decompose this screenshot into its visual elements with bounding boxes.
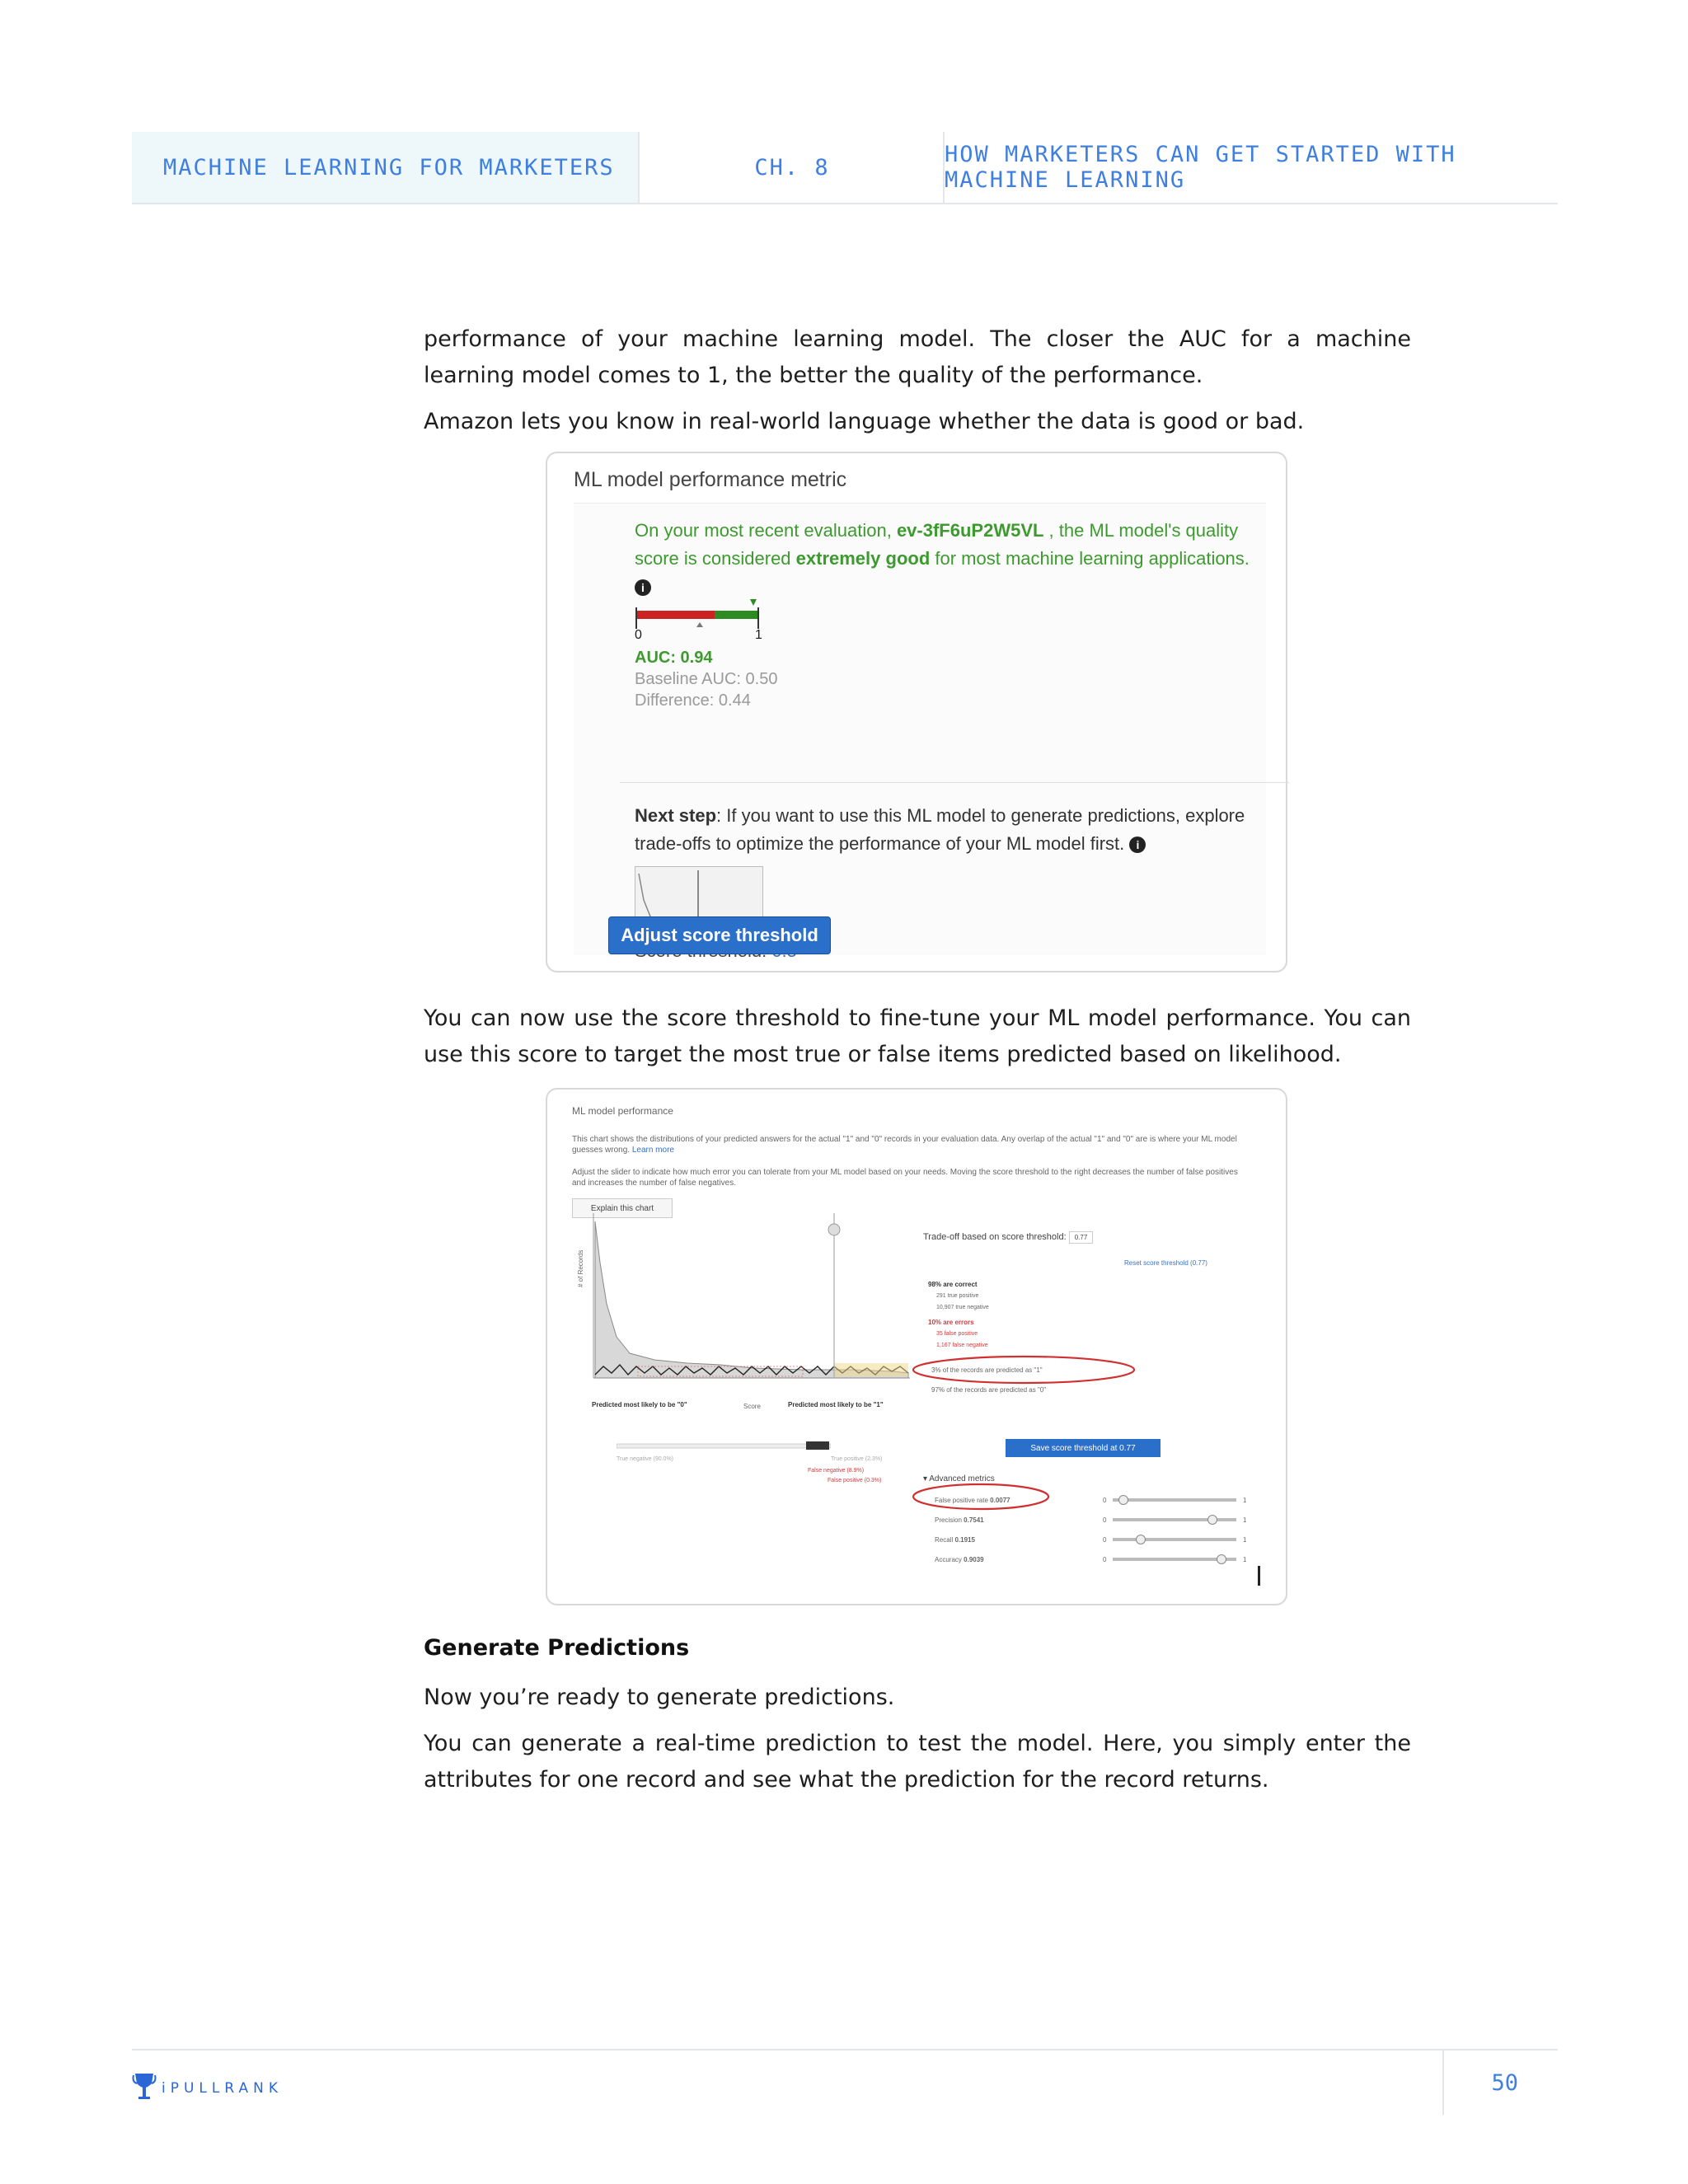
info-icon[interactable]: i bbox=[635, 579, 651, 596]
metric-slider[interactable] bbox=[1113, 1518, 1236, 1521]
metric-row: Accuracy 0.9039 0 1 bbox=[935, 1556, 1247, 1563]
figure2-title: ML model performance bbox=[572, 1105, 673, 1117]
footer-divider bbox=[1442, 2050, 1444, 2115]
false-negative-count: 1,167 false negative bbox=[936, 1343, 988, 1348]
chapter-label: CH. 8 bbox=[638, 132, 945, 203]
false-positive-count: 35 false positive bbox=[936, 1331, 978, 1337]
metric-row: Recall 0.1915 0 1 bbox=[935, 1536, 1247, 1544]
page-number: 50 bbox=[1491, 2070, 1518, 2096]
brand-name: iPULLRANK bbox=[162, 2080, 283, 2097]
scale-max: 1 bbox=[755, 628, 762, 642]
info-icon[interactable]: i bbox=[1129, 837, 1146, 853]
panel-divider bbox=[620, 782, 1289, 783]
chevron-down-icon: ▾ bbox=[923, 1474, 930, 1483]
figure-model-performance-metric bbox=[546, 452, 1287, 972]
auc-bar-red bbox=[636, 611, 715, 619]
figure-model-performance bbox=[546, 1088, 1287, 1605]
running-header bbox=[132, 132, 1558, 204]
metric-panel bbox=[574, 503, 1266, 955]
trophy-logo-icon bbox=[132, 2070, 157, 2103]
metric-row: Precision 0.7541 0 1 bbox=[935, 1516, 1247, 1524]
correct-pct: 98% are correct bbox=[928, 1281, 978, 1288]
negative-distribution bbox=[595, 1221, 908, 1378]
advanced-metrics-list bbox=[930, 1490, 1259, 1569]
slider-description: Adjust the slider to indicate how much error you can tolerate from your ML model based on your needs. Moving the score threshold to the right decreases the number of false positives and increases the number of false negatives. bbox=[572, 1168, 1238, 1188]
score-distribution-chart bbox=[588, 1213, 910, 1394]
learn-more-link[interactable]: Learn more bbox=[631, 1146, 674, 1155]
next-step-text: Next step: If you want to use this ML model to generate predictions, explore trade-offs to optimize the performance of your ML model first. i bbox=[635, 805, 1245, 854]
threshold-input[interactable]: 0.77 bbox=[1069, 1231, 1094, 1244]
predicted-as-0: 97% of the records are predicted as "0" bbox=[931, 1386, 1047, 1394]
y-axis-label: # of Records bbox=[577, 1249, 584, 1287]
explain-chart-button[interactable]: Explain this chart bbox=[572, 1198, 673, 1218]
slider-knob[interactable] bbox=[1207, 1515, 1217, 1525]
auc-scale bbox=[635, 599, 767, 645]
slider-knob[interactable] bbox=[1217, 1554, 1226, 1564]
chart-description: This chart shows the distributions of your predicted answers for the actual "1" and "0" records in your evaluation data. Any overlap of the actual "1" and "0" are is where your ML model guesses wrong. Learn more bbox=[572, 1135, 1237, 1155]
adjust-score-threshold-button[interactable]: Adjust score threshold bbox=[608, 916, 831, 954]
metric-slider[interactable] bbox=[1113, 1538, 1236, 1541]
paragraph-amazon: Amazon lets you know in real-world language whether the data is good or bad. bbox=[424, 409, 1305, 434]
advanced-metrics-toggle[interactable]: ▾ Advanced metrics bbox=[923, 1474, 995, 1483]
x-label-right: Predicted most likely to be "1" bbox=[788, 1401, 884, 1408]
threshold-range-slider[interactable] bbox=[617, 1439, 831, 1452]
true-positive-pct: True positive (2.3%) bbox=[831, 1456, 883, 1462]
paragraph-score-threshold: You can now use the score threshold to fine-tune your ML model performance. You can use this score to target the most true or false items predicted based on likelihood. bbox=[424, 1005, 1411, 1067]
tradeoff-label: Trade-off based on score threshold: 0.77 bbox=[923, 1231, 1093, 1244]
true-positive-count: 291 true positive bbox=[936, 1293, 979, 1299]
false-positive-pct: False positive (0.3%) bbox=[828, 1478, 882, 1483]
slider-knob[interactable] bbox=[1118, 1495, 1128, 1505]
true-negative-count: 10,907 true negative bbox=[936, 1305, 989, 1310]
metric-row: False positive rate 0.0077 0 1 bbox=[935, 1497, 1247, 1504]
auc-value: AUC: 0.94 bbox=[635, 649, 713, 667]
x-label-left: Predicted most likely to be "0" bbox=[592, 1401, 687, 1408]
baseline-marker-icon bbox=[696, 622, 703, 627]
save-threshold-button[interactable]: Save score threshold at 0.77 bbox=[1006, 1439, 1160, 1457]
auc-bar-green bbox=[715, 611, 758, 619]
paragraph-auc: performance of your machine learning model. The closer the AUC for a machine learning model comes to 1, the better the quality of the performance. bbox=[424, 326, 1411, 388]
baseline-auc: Baseline AUC: 0.50 bbox=[635, 670, 778, 688]
metric-slider[interactable] bbox=[1113, 1498, 1236, 1502]
errors-pct: 10% are errors bbox=[928, 1319, 974, 1326]
book-title: MACHINE LEARNING FOR MARKETERS bbox=[132, 132, 638, 203]
threshold-region bbox=[834, 1363, 908, 1376]
threshold-handle bbox=[828, 1224, 840, 1235]
false-negative-pct: False negative (8.9%) bbox=[808, 1468, 865, 1474]
evaluation-summary: On your most recent evaluation, ev-3fF6uP2W5VL , the ML model's quality score is considered extremely good for most machine learning applications. i bbox=[635, 520, 1250, 595]
x-label-score: Score bbox=[743, 1403, 761, 1410]
slider-knob[interactable] bbox=[1136, 1535, 1146, 1544]
auc-difference: Difference: 0.44 bbox=[635, 691, 751, 710]
range-handle bbox=[806, 1441, 829, 1450]
page-footer bbox=[132, 2049, 1558, 2115]
paragraph-real-time: You can generate a real-time prediction to test the model. Here, you simply enter the attributes for one record and see what the prediction for the record returns. bbox=[424, 1731, 1411, 1793]
reset-threshold-link[interactable]: Reset score threshold (0.77) bbox=[1124, 1259, 1207, 1267]
cursor-bar bbox=[1258, 1566, 1260, 1586]
figure-title: ML model performance metric bbox=[574, 468, 847, 491]
scale-min: 0 bbox=[635, 628, 642, 642]
section-title: HOW MARKETERS CAN GET STARTED WITH MACHINE LEARNING bbox=[943, 132, 1559, 203]
paragraph-ready: Now you’re ready to generate predictions. bbox=[424, 1685, 895, 1710]
auc-marker-icon bbox=[750, 599, 757, 606]
true-negative-pct: True negative (90.0%) bbox=[617, 1456, 673, 1462]
highlight-circle-predictions bbox=[910, 1353, 1141, 1386]
predicted-as-1: 3% of the records are predicted as "1" bbox=[931, 1366, 1043, 1374]
quality-rating: extremely good bbox=[795, 548, 931, 569]
metric-slider[interactable] bbox=[1113, 1558, 1236, 1561]
section-heading: Generate Predictions bbox=[424, 1635, 690, 1661]
evaluation-id[interactable]: ev-3fF6uP2W5VL bbox=[896, 520, 1044, 541]
